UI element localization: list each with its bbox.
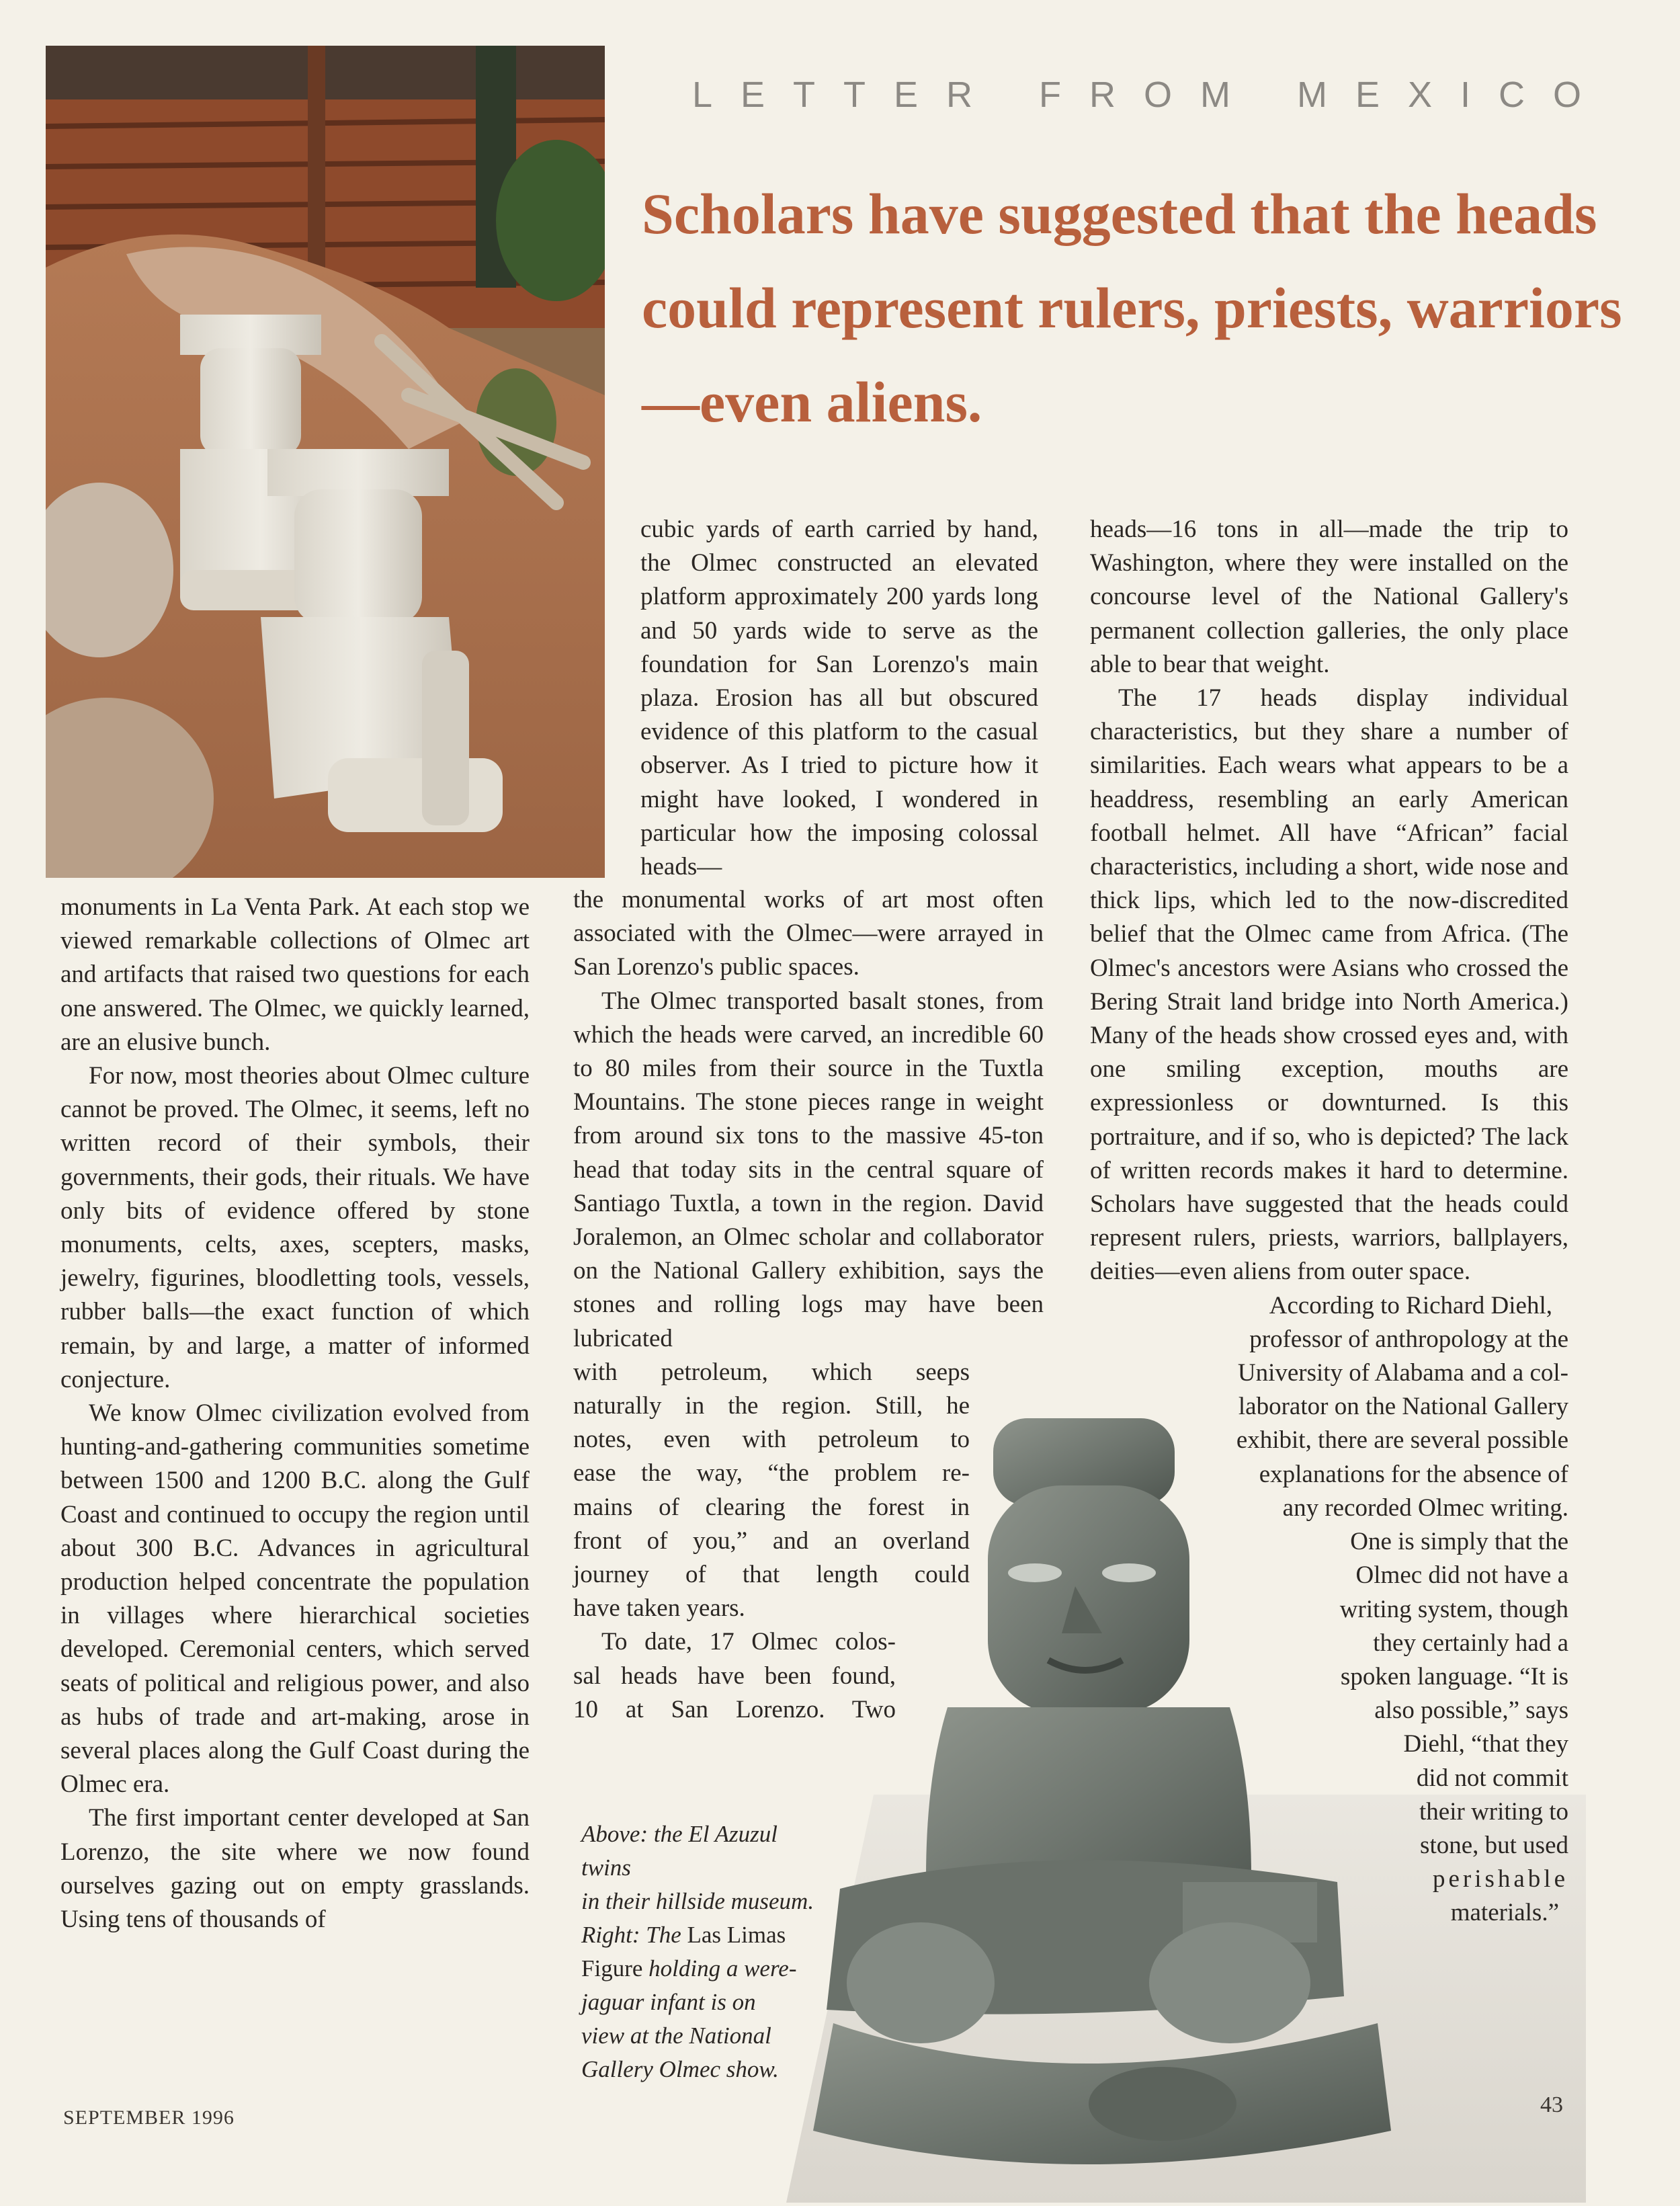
article-column-1 (60, 891, 530, 1936)
paragraph: cubic yards of earth carried by hand, the Olmec constructed an elevated platform approximately 200 yards long and 50 yards wide to serve as the foundation for San Lorenzo's main plaza. Erosion has all but obscured evidence of this platform to the casual observer. As I tried to picture how it might have looked, I wondered in particular how the imposing colossal heads— (640, 516, 1038, 881)
paragraph: The first important center developed at San Lorenzo, the site where we now found ourselves gazing out on empty grasslands. Using tens of thousands of (60, 1804, 530, 1934)
caption-text: holding a were- (648, 1955, 797, 1982)
text-line: any recorded Olmec writing. (1282, 1494, 1568, 1522)
text-line: perishable (1432, 1865, 1568, 1893)
text-line: they certainly had a (1373, 1629, 1568, 1657)
section-kicker: LETTER FROM MEXICO (692, 75, 1610, 115)
article-column-3 (1090, 513, 1568, 1930)
caption-line: view at the National (581, 2023, 771, 2049)
paragraph: the monumental works of art most often associated with the Olmec—were arrayed in San Lorenzo's public spaces. (573, 886, 1044, 981)
issue-date: SEPTEMBER 1996 (63, 2107, 235, 2129)
text-line: have taken years. (573, 1594, 745, 1623)
text-line: with petroleum, which seeps (573, 1358, 970, 1386)
text-line: To date, 17 Olmec colos- (601, 1628, 896, 1656)
wrapped-paragraph-lines (1090, 1289, 1568, 1930)
paragraph: The Olmec transported basalt stones, from which the heads were carved, an incredible 60 to 80 miles from their source in the Tuxtla Mountains. The stone pieces range in weight from around six tons to the massive 45-ton head that today sits in the central square of Santiago Tuxtla, a town in the region. David Joralemon, an Olmec scholar and collaborator on the National Gallery exhibition, says the stones and rolling logs may have been lubricated (573, 987, 1044, 1352)
text-line: notes, even with petroleum to (573, 1426, 970, 1454)
text-line: stone, but used (1420, 1831, 1568, 1859)
caption-line: Gallery Olmec show. (581, 2056, 779, 2082)
text-line: professor of anthropology at the (1249, 1325, 1568, 1353)
text-line: journey of that length could (573, 1561, 970, 1589)
el-azuzul-twins-photo (46, 46, 605, 878)
photo-illustration (46, 46, 605, 878)
artwork-title: Las Limas (687, 1922, 786, 1948)
paragraph: We know Olmec civilization evolved from hunting-and-gathering communities sometime between 1500 and 1200 B.C. along the Gulf Coast and continued to occupy the region until about 300 B.C. Advances in agricultural production helped concentrate the population in villages where hierarchical societies developed. Ceremonial centers, which served seats of political and religious power, and also as hubs of trade and art-making, arose in several places along the Gulf Coast during the Olmec era. (60, 1399, 530, 1799)
paragraph: For now, most theories about Olmec culture cannot be proved. The Olmec, it seems, left no written record of their symbols, their governments, their gods, their rituals. We have only bits of evidence offered by stone monuments, celts, axes, scepters, masks, jewelry, figurines, bloodletting tools, vessels, rubber balls—the exact function of which remain, by and large, a matter of informed conjecture. (60, 1062, 530, 1393)
text-line: writing system, though (1339, 1595, 1568, 1623)
caption-line: jaguar infant is on (581, 1989, 756, 2015)
artwork-title: Figure (581, 1955, 643, 1982)
text-line: did not commit (1416, 1764, 1568, 1792)
text-line: Diehl, “that they (1403, 1730, 1568, 1758)
paragraph: The 17 heads display individual characteristics, but they share a number of similarities. Each wears what appears to be a headdress, resembling an early American football helmet. All have “African” facial characteristics, including a short, wide nose and thick lips, which led to the now-discredited belief that the Olmec came from Africa. (The Olmec's ancestors were Asians who crossed the Bering Strait land bridge into North America.) Many of the heads show crossed eyes and, with one smiling exception, mouths are expressionless or downturned. Is this portraiture, and if so, who is depicted? The lack of written records makes it hard to determine. Scholars have suggested that the heads could represent rulers, priests, warriors, ballplayers, deities—even aliens from outer space. (1090, 684, 1568, 1286)
text-line: 10 at San Lorenzo. Two (573, 1695, 896, 1723)
page-number: 43 (1540, 2092, 1563, 2117)
text-line: University of Alabama and a col- (1237, 1359, 1568, 1387)
text-line: sal heads have been found, (573, 1662, 896, 1690)
text-line: spoken language. “It is (1340, 1662, 1568, 1690)
text-line: naturally in the region. Still, he (573, 1392, 970, 1420)
text-line: exhibit, there are several possible (1236, 1426, 1568, 1455)
paragraph: heads—16 tons in all—made the trip to Washington, where they were installed on the concourse level of the National Gallery's permanent collection galleries, the only place able to bear that weight. (1090, 516, 1568, 678)
text-line: also possible,” says (1374, 1697, 1568, 1725)
text-line: explanations for the absence of (1259, 1460, 1568, 1488)
pull-quote-headline: Scholars have suggested that the heads could represent rulers, priests, warriors—even aliens. (642, 181, 1622, 434)
caption-line: Above: the El Azuzul twins (581, 1821, 778, 1881)
paragraph: monuments in La Venta Park. At each stop we viewed remarkable collections of Olmec art and artifacts that raised two questions for each one answered. The Olmec, we quickly learned, are an elusive bunch. (60, 893, 530, 1056)
caption-text: Right: The (581, 1922, 681, 1948)
text-line: ease the way, “the problem re- (573, 1459, 970, 1487)
caption-line: in their hillside museum. (581, 1888, 814, 1914)
text-line: laborator on the National Gallery (1238, 1393, 1568, 1421)
text-line: According to Richard Diehl, (1269, 1291, 1552, 1319)
article-column-2-top (640, 513, 1038, 884)
text-line: One is simply that the (1350, 1528, 1568, 1556)
text-line: materials.” (1450, 1899, 1559, 1927)
text-line: their writing to (1419, 1797, 1568, 1826)
text-line: Olmec did not have a (1355, 1561, 1568, 1590)
text-line: mains of clearing the forest in (573, 1493, 970, 1521)
text-line: front of you,” and an overland (573, 1526, 970, 1555)
